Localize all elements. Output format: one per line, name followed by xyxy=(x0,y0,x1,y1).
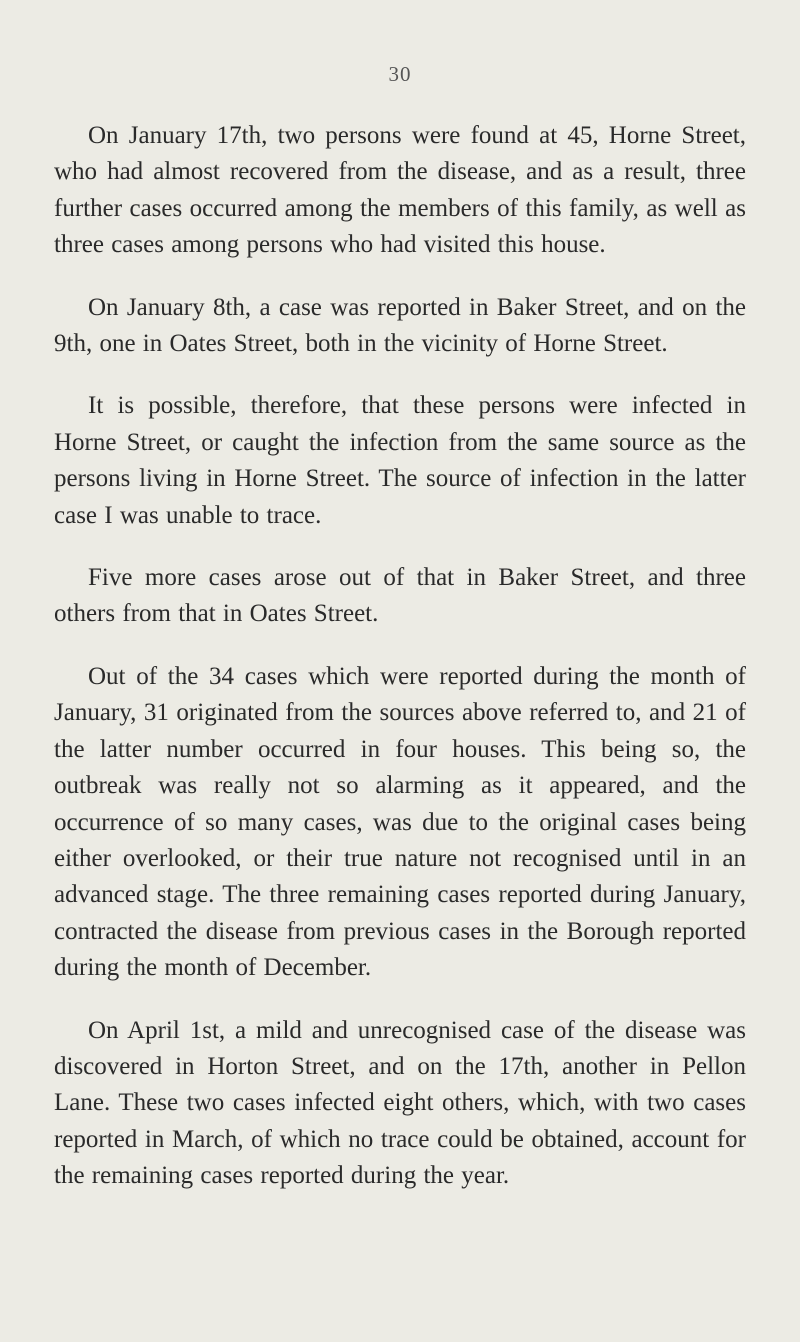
paragraph-3: It is possible, therefore, that these persons were infected in Horne Street, or caught the infection from the same source as the persons living in Horne Street. The source of infection in the latter case I was unable to trace. xyxy=(54,392,746,529)
page-number: 30 xyxy=(388,62,412,86)
paragraph-4: Five more cases arose out of that in Baker Street, and three others from that in Oates Street. xyxy=(54,564,746,628)
body-text xyxy=(54,118,746,1221)
paragraph-2: On January 8th, a case was reported in Baker Street, and on the 9th, one in Oates Street, both in the vicinity of Horne Street. xyxy=(54,293,746,358)
paragraph-1: On January 17th, two persons were found at 45, Horne Street, who had almost recovered from the disease, and as a result, three further cases occurred among the members of this family, as well as three cases among persons who had visited this house. xyxy=(54,122,746,259)
paragraph-6: On April 1st, a mild and unrecognised case of the disease was discovered in Horton Street, and on the 17th, another in Pellon Lane. These two cases infected eight others, which, with two cases reported in March, of which no trace could be obtained, account for the remaining cases reported during the year. xyxy=(54,1016,746,1190)
paragraph-5: Out of the 34 cases which were reported during the month of January, 31 originated from the sources above referred to, and 21 of the latter number occurred in four houses. This being so, the outbreak was really not so alarming as it appeared, and the occurrence of so many cases, was due to the original cases being either overlooked, or their true nature not recognised until in an advanced stage. The three remaining cases reported during January, contracted the disease from previous cases in the Borough reported during the month of December. xyxy=(54,662,746,982)
